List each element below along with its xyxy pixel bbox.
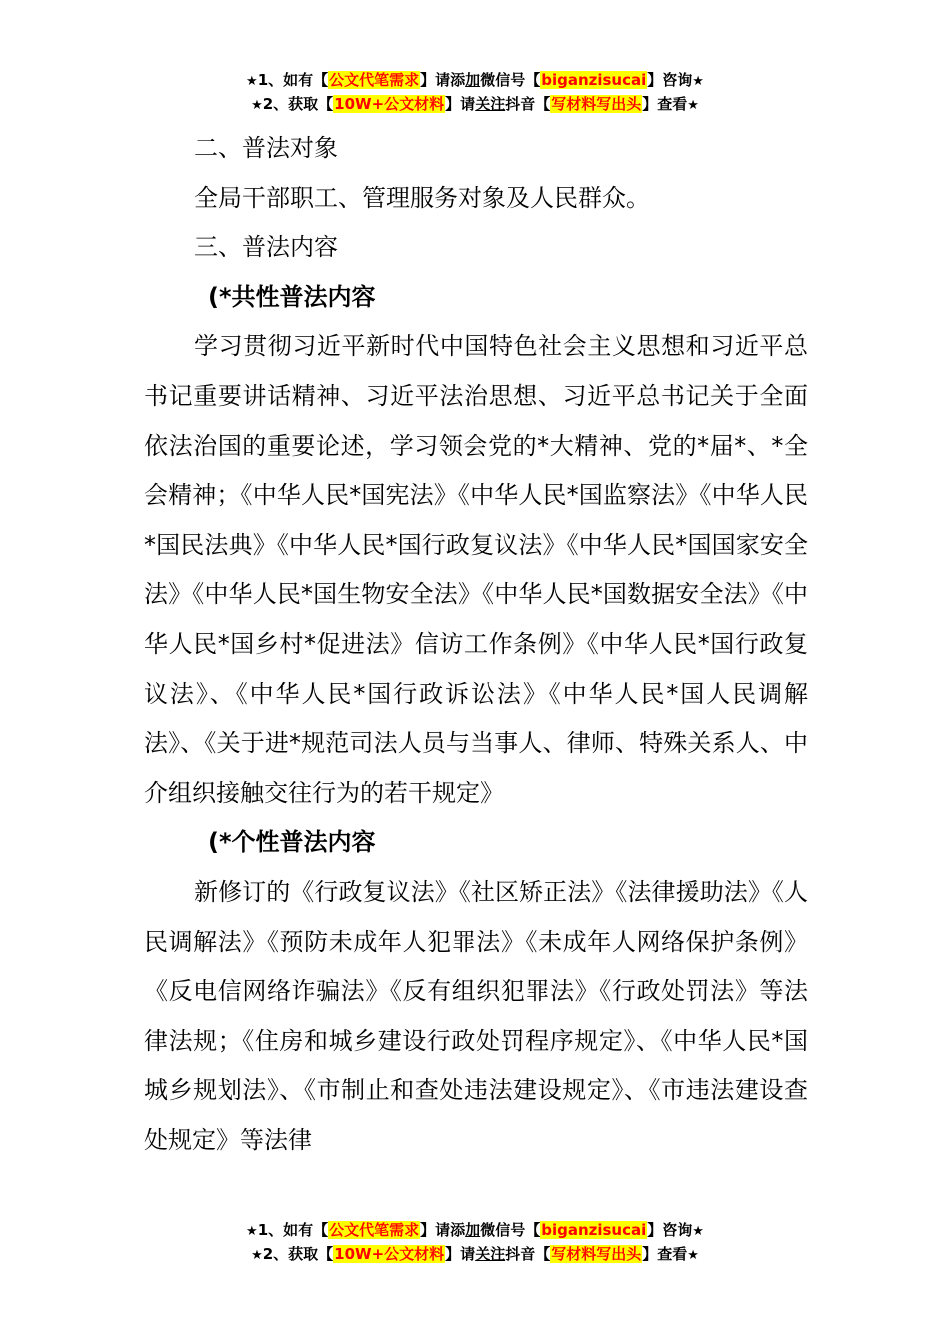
header-banner	[0, 69, 950, 117]
banner-line-1	[0, 69, 950, 93]
banner-underlined-text: 关注	[475, 1245, 506, 1263]
banner-text: 1、如有【	[257, 1221, 329, 1239]
banner-text: 】查看	[642, 95, 688, 113]
banner-text: 2、获取【	[262, 1245, 334, 1263]
highlight-wechat-id: biganzisucai	[541, 71, 647, 89]
subsection-heading: (*共性普法内容	[208, 282, 376, 311]
document-body	[144, 124, 808, 1165]
banner-underlined-text: 加	[465, 1221, 481, 1239]
banner-line-2	[0, 1243, 950, 1267]
banner-text: 】请	[445, 1245, 476, 1263]
paragraph: 新修订的《行政复议法》《社区矫正法》《法律援助法》《人民调解法》《预防未成年人犯罪法》《未成年人网络保护条例》《反电信网络诈骗法》《反有组织犯罪法》《行政处罚法》等法律法规；《住房和城乡建设行政处罚程序规定》、《中华人民*国城乡规划法》、《市制止和查处违法建设规定》、《市违法建设查处规定》等法律	[144, 877, 808, 1154]
banner-text: 微信号【	[480, 71, 541, 89]
highlight-service: 公文代笔需求	[329, 1221, 420, 1239]
star-icon: ★	[246, 74, 258, 89]
banner-text: 抖音【	[505, 95, 551, 113]
banner-line-1	[0, 1219, 950, 1243]
highlight-douyin: 写材料写出头	[551, 1245, 642, 1263]
footer-banner	[0, 1219, 950, 1267]
banner-text: 】查看	[642, 1245, 688, 1263]
banner-underlined-text: 加	[465, 71, 481, 89]
banner-underlined-text: 关注	[475, 95, 506, 113]
banner-text: 2、获取【	[262, 95, 334, 113]
highlight-douyin: 写材料写出头	[551, 95, 642, 113]
banner-text: 】咨询	[647, 71, 693, 89]
star-icon: ★	[692, 74, 704, 89]
section-heading: 三、普法内容	[194, 233, 338, 262]
banner-text: 】请	[445, 95, 476, 113]
highlight-service: 公文代笔需求	[329, 71, 420, 89]
banner-line-2	[0, 93, 950, 117]
star-icon: ★	[687, 1248, 699, 1263]
banner-text: 微信号【	[480, 1221, 541, 1239]
star-icon: ★	[251, 98, 263, 113]
star-icon: ★	[251, 1248, 263, 1263]
star-icon: ★	[687, 98, 699, 113]
banner-text: 】请添	[420, 71, 466, 89]
subsection-heading: (*个性普法内容	[208, 828, 376, 857]
highlight-materials: 10W+公文材料	[334, 95, 445, 113]
banner-text: 】咨询	[647, 1221, 693, 1239]
highlight-wechat-id: biganzisucai	[541, 1221, 647, 1239]
paragraph: 学习贯彻习近平新时代中国特色社会主义思想和习近平总书记重要讲话精神、习近平法治思想、习近平总书记关于全面依法治国的重要论述，学习领会党的*大精神、党的*届*、*全会精神；《中华人民*国宪法》《中华人民*国监察法》《中华人民*国民法典》《中华人民*国行政复议法》《中华人民*国国家安全法》《中华人民*国生物安全法》《中华人民*国数据安全法》《中华人民*国乡村*促进法》信访工作条例》《中华人民*国行政复议法》、《中华人民*国行政诉讼法》《中华人民*国人民调解法》、《关于进*规范司法人员与当事人、律师、特殊关系人、中介组织接触交往行为的若干规定》	[144, 332, 808, 807]
star-icon: ★	[246, 1224, 258, 1239]
paragraph: 全局干部职工、管理服务对象及人民群众。	[194, 183, 650, 212]
star-icon: ★	[692, 1224, 704, 1239]
banner-text: 抖音【	[505, 1245, 551, 1263]
banner-text: 】请添	[420, 1221, 466, 1239]
section-heading: 二、普法对象	[194, 134, 338, 162]
highlight-materials: 10W+公文材料	[334, 1245, 445, 1263]
banner-text: 1、如有【	[257, 71, 329, 89]
